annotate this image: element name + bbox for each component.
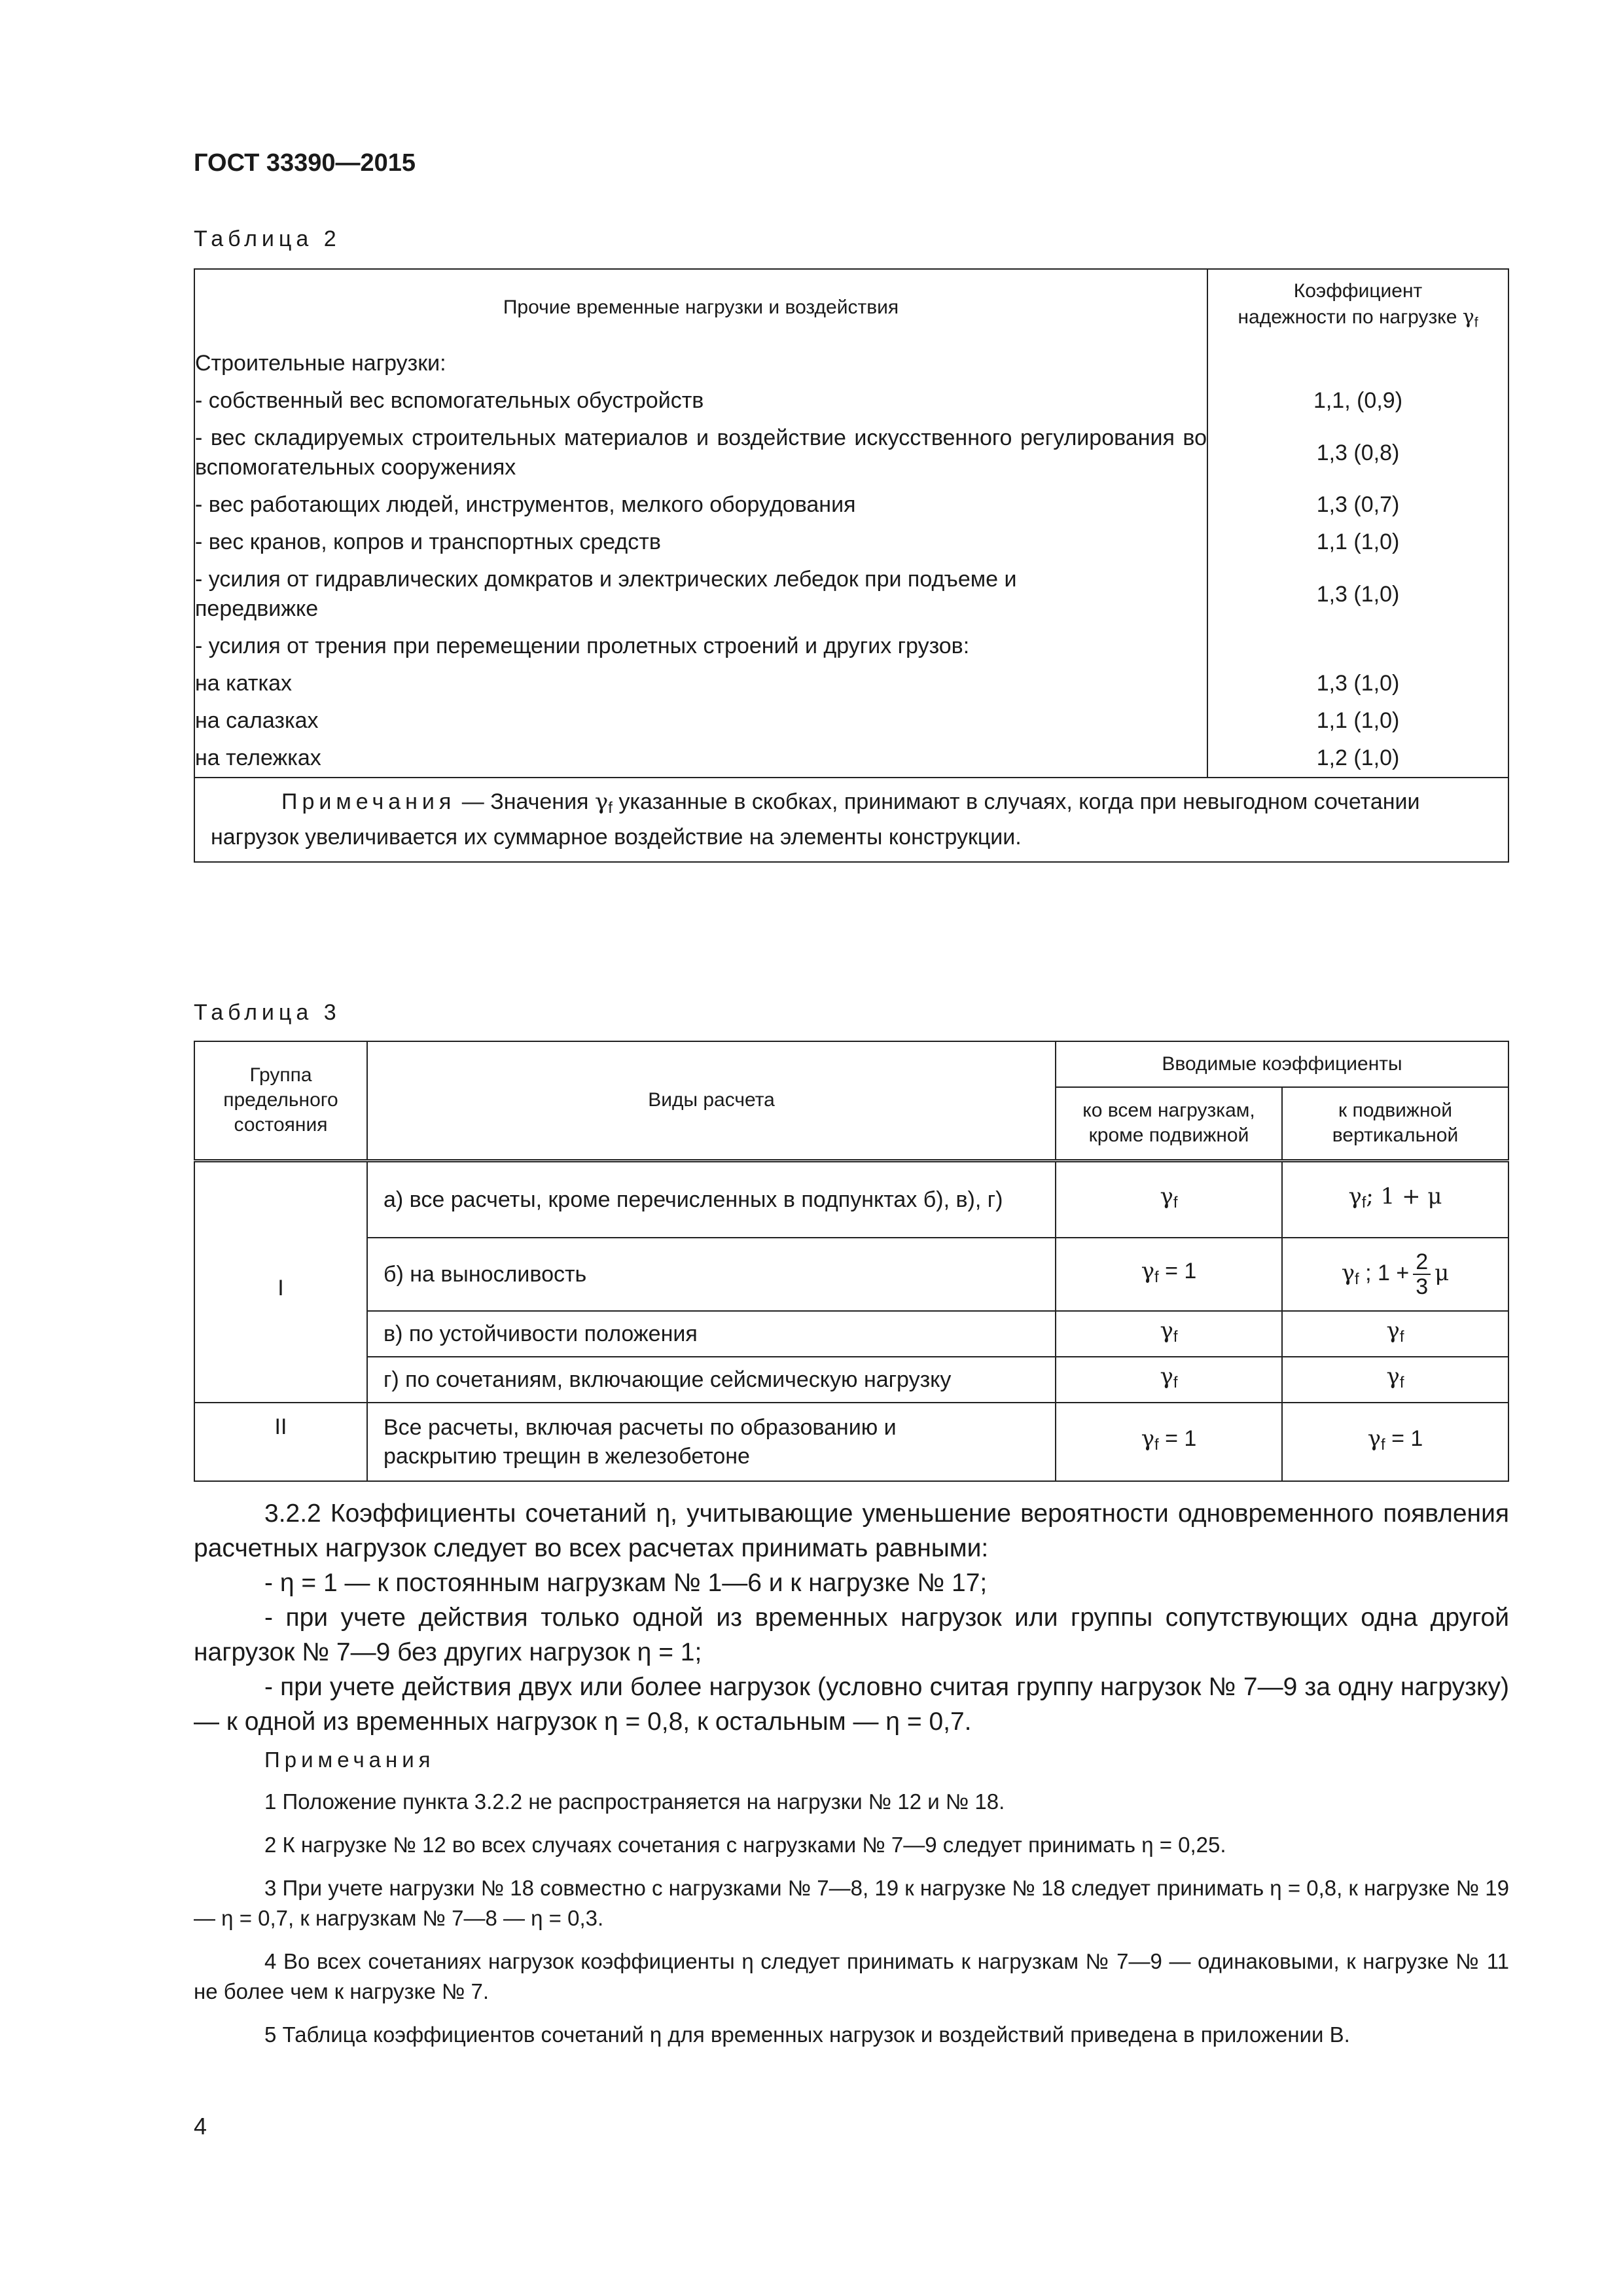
table2-row-value: 1,3 (1,0)	[1207, 561, 1508, 628]
table2-col1-header: Прочие временные нагрузки и воздействия	[194, 269, 1207, 345]
gamma-subscript: f	[1154, 1268, 1159, 1286]
gamma-symbol: γ	[1141, 1426, 1155, 1452]
table3-caption: Таблица 3	[194, 1000, 341, 1025]
gamma-symbol: γ	[1367, 1426, 1382, 1452]
gamma-subscript: f	[1381, 1435, 1385, 1454]
table2-note	[194, 778, 1508, 862]
document-id: ГОСТ 33390—2015	[194, 149, 416, 177]
gamma-subscript: f	[1399, 1327, 1404, 1346]
table2-row-value	[1207, 628, 1508, 665]
table-2	[194, 268, 1509, 863]
equals-one: = 1	[1158, 1259, 1197, 1284]
table3-coef-header: Вводимые коэффициенты	[1056, 1041, 1508, 1087]
table3-row-a: а) все расчеты, кроме перечисленных в подпунктах б), в), г)	[367, 1160, 1056, 1238]
gamma-symbol: γ	[1141, 1258, 1155, 1285]
table2-row-label: - вес кранов, копров и транспортных средств	[194, 524, 1207, 561]
gamma-subscript: f	[1154, 1435, 1159, 1454]
notes-block	[194, 1745, 1509, 2063]
note-item: 5 Таблица коэффициентов сочетаний η для временных нагрузок и воздействий приведена в приложении В.	[264, 2022, 1350, 2047]
table3-group-2: II	[194, 1403, 367, 1481]
table3-group-1: I	[194, 1160, 367, 1403]
table2-col2-header-line2: надежности по нагрузке	[1238, 306, 1457, 329]
section-paragraph-1: 3.2.2 Коэффициенты сочетаний η, учитывающие уменьшение вероятности одновременного появления расчетных нагрузок следует во всех расчетах принимать равными:	[194, 1499, 1509, 1562]
table3-cell	[1282, 1403, 1508, 1481]
gamma-symbol: γ	[1341, 1259, 1355, 1286]
table2-row-label: - вес складируемых строительных материалов и воздействие искусственного регулирования во вспомогательных сооружениях	[194, 420, 1207, 486]
table2-row-value	[1207, 345, 1508, 382]
gamma-symbol: γ	[1160, 1318, 1173, 1344]
table3-cell	[1056, 1160, 1282, 1238]
gamma-subscript: f	[1355, 1270, 1359, 1288]
gamma-symbol: γ	[1160, 1183, 1173, 1210]
table3-cell	[1282, 1238, 1508, 1311]
table2-row-label: Строительные нагрузки:	[194, 345, 1207, 382]
table2-row-label: - усилия от трения при перемещении пролетных строений и других грузов:	[194, 628, 1207, 665]
section-paragraph-2: - η = 1 — к постоянным нагрузкам № 1—6 и к нагрузке № 17;	[264, 1569, 988, 1597]
table2-row-label: - усилия от гидравлических домкратов и электрических лебедок при подъеме и передвижке	[194, 561, 1207, 628]
gamma-subscript: f	[1399, 1373, 1404, 1391]
table3-cell	[1056, 1357, 1282, 1403]
table2-row-value: 1,1 (1,0)	[1207, 702, 1508, 740]
table2-row-label: - вес работающих людей, инструментов, мелкого оборудования	[194, 486, 1207, 524]
table3-cell	[1056, 1403, 1282, 1481]
table2-row-value: 1,3 (1,0)	[1207, 665, 1508, 702]
table2-row-label: - собственный вес вспомогательных обустройств	[194, 382, 1207, 420]
gamma-subscript: f	[1474, 315, 1478, 331]
gamma-subscript: f	[608, 798, 613, 817]
table3-row-v: в) по устойчивости положения	[367, 1311, 1056, 1357]
gamma-subscript: f	[1173, 1373, 1178, 1391]
table2-col2-header	[1207, 269, 1508, 345]
table3-cell	[1056, 1311, 1282, 1357]
table3-cell	[1282, 1160, 1508, 1238]
gamma-subscript: f	[1173, 1327, 1178, 1346]
table2-row-label: на салазках	[194, 702, 1207, 740]
note-item: 2 К нагрузке № 12 во всех случаях сочетания с нагрузками № 7—9 следует принимать η = 0,25.	[264, 1833, 1226, 1857]
table3-col4-header: к подвижной вертикальной	[1282, 1087, 1508, 1160]
equals-one: = 1	[1385, 1426, 1423, 1452]
mu-symbol: μ	[1435, 1259, 1450, 1286]
table2-col2-header-line1: Коэффициент	[1293, 280, 1423, 302]
table3-cell	[1056, 1238, 1282, 1311]
table3-row-g: г) по сочетаниям, включающие сейсмическую нагрузку	[367, 1357, 1056, 1403]
table2-row-value: 1,1, (0,9)	[1207, 382, 1508, 420]
note-item: 3 При учете нагрузки № 18 совместно с нагрузками № 7—8, 19 к нагрузке № 18 следует принимать η = 0,8, к нагрузке № 19 — η = 0,7, к нагрузкам № 7—8 — η = 0,3.	[194, 1876, 1509, 1930]
table3-cell	[1282, 1311, 1508, 1357]
gamma-subscript: f	[1361, 1193, 1366, 1211]
gamma-symbol: γ	[1386, 1363, 1400, 1390]
note-item: 4 Во всех сочетаниях нагрузок коэффициенты η следует принимать к нагрузкам № 7—9 — одинаковыми, к нагрузке № 11 не более чем к нагрузке № 7.	[194, 1949, 1509, 2003]
table2-note-dash: — Значения	[455, 789, 595, 814]
fraction	[1413, 1250, 1431, 1299]
table2-row-label: на тележках	[194, 740, 1207, 778]
fraction-numerator: 2	[1413, 1250, 1431, 1275]
fraction-denominator: 3	[1416, 1274, 1429, 1299]
table3-cell	[1282, 1357, 1508, 1403]
table2-row-value: 1,3 (0,8)	[1207, 420, 1508, 486]
fraction-prefix: ; 1 +	[1359, 1260, 1410, 1285]
mu-expression: ; 1 + μ	[1366, 1183, 1442, 1210]
table2-note-text: указанные в скобках, принимают в случаях, когда при невыгодном сочетании нагрузок увеличивается их суммарное воздействие на элементы конструкции.	[211, 789, 1420, 850]
table3-col2-header: Виды расчета	[367, 1041, 1056, 1160]
table2-row-label: на катках	[194, 665, 1207, 702]
table3-row-ii: Все расчеты, включая расчеты по образованию и раскрытию трещин в железобетоне	[367, 1403, 1056, 1481]
notes-title: Примечания	[264, 1748, 435, 1772]
note-item: 1 Положение пункта 3.2.2 не распространяется на нагрузки № 12 и № 18.	[264, 1789, 1005, 1814]
table2-row-value: 1,2 (1,0)	[1207, 740, 1508, 778]
gamma-symbol: γ	[1386, 1318, 1400, 1344]
gamma-symbol: γ	[594, 789, 609, 815]
table2-row-value: 1,3 (0,7)	[1207, 486, 1508, 524]
table2-note-label: Примечания	[281, 789, 456, 814]
gamma-symbol: γ	[1348, 1183, 1362, 1210]
gamma-symbol: γ	[1462, 306, 1474, 329]
table2-row-value: 1,1 (1,0)	[1207, 524, 1508, 561]
section-paragraph-4: - при учете действия двух или более нагрузок (условно считая группу нагрузок № 7—9 за одну нагрузку) — к одной из временных нагрузок η = 0,8, к остальным — η = 0,7.	[194, 1673, 1509, 1736]
table2-caption: Таблица 2	[194, 226, 341, 251]
table3-row-b: б) на выносливость	[367, 1238, 1056, 1311]
equals-one: = 1	[1158, 1426, 1197, 1452]
gamma-symbol: γ	[1160, 1363, 1173, 1390]
section-paragraph-3: - при учете действия только одной из временных нагрузок или группы сопутствующих одна другой нагрузок № 7—9 без других нагрузок η = 1;	[194, 1604, 1509, 1666]
table-3	[194, 1041, 1509, 1482]
page-number: 4	[194, 2113, 207, 2140]
table3-col3-header: ко всем нагрузкам, кроме подвижной	[1056, 1087, 1282, 1160]
table3-col1-header: Группа предельного состояния	[194, 1041, 367, 1160]
gamma-subscript: f	[1173, 1193, 1178, 1211]
